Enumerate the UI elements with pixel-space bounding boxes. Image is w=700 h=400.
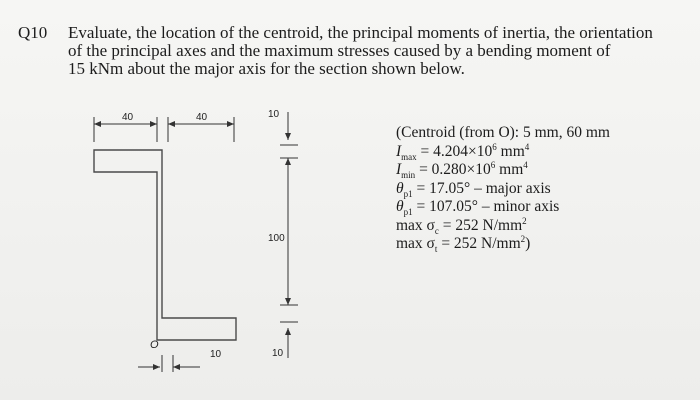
origin-label: O [150,339,159,351]
stress-t-value: = 252 N/mm [437,235,521,252]
i-max-symbol: I [396,142,402,160]
theta1-sub: p1 [403,188,413,199]
answers-block [396,124,610,254]
i-max-value: = 4.204×10 [420,142,493,160]
question-number: Q10 [18,23,48,42]
dim-flange-thickness-label: 10 [268,109,280,120]
stress-c-value: = 252 N/mm [438,216,523,234]
dim-top-right [168,112,234,142]
stress-c-sub: c [434,225,439,236]
i-min-exp: 6 [490,159,496,170]
stress-c-exp: 2 [522,215,527,226]
stress-t-close: ) [525,235,531,252]
dim-web-thickness [138,349,222,372]
answer-centroid [396,124,610,143]
i-max-exp: 6 [492,141,497,152]
dim-bottom-flange-label: 10 [272,348,284,359]
stress-t-exp: 2 [520,233,526,244]
answer-theta-major [396,180,610,199]
question-line-2: of the principal axes and the maximum stresses caused by a bending moment of [68,41,611,60]
i-max-sub: max [401,151,417,162]
dim-web-thickness-label: 10 [210,349,222,360]
answer-i-min [396,161,610,180]
z-section-outline [94,150,236,340]
stress-t-label: max σ [396,235,435,252]
theta1-symbol: θ [396,179,404,197]
dim-top-left-label: 40 [122,112,134,123]
dim-web-height-label: 100 [268,233,285,244]
centroid-text: (Centroid (from O): 5 mm, 60 mm [396,124,610,141]
answer-stress-tension [396,235,610,254]
answer-i-max [396,143,610,162]
i-min-unit-exp: 4 [523,159,528,170]
answer-stress-compression [396,217,610,236]
dim-top-right-label: 40 [196,112,208,123]
theta2-sub: p1 [403,207,413,218]
stress-t-sub: t [434,244,438,255]
i-min-sub: min [401,170,416,181]
answer-theta-minor [396,198,610,217]
i-min-symbol: I [396,161,402,178]
i-max-unit: mm [496,142,525,160]
dim-right-vertical [268,109,298,359]
theta2-symbol: θ [396,198,404,215]
theta1-value: = 17.05° – major axis [416,179,551,197]
question-line-3: 15 kNm about the major axis for the section shown below. [68,59,465,78]
stress-c-label: max σ [396,216,435,234]
i-min-unit: mm [495,161,524,178]
question-line-1: Evaluate, the location of the centroid, the principal moments of inertia, the orientation [68,23,653,42]
i-max-unit-exp: 4 [524,141,530,152]
i-min-value: = 0.280×10 [419,161,491,178]
theta2-value: = 107.05° – minor axis [416,198,560,215]
dim-top-left [94,112,157,142]
